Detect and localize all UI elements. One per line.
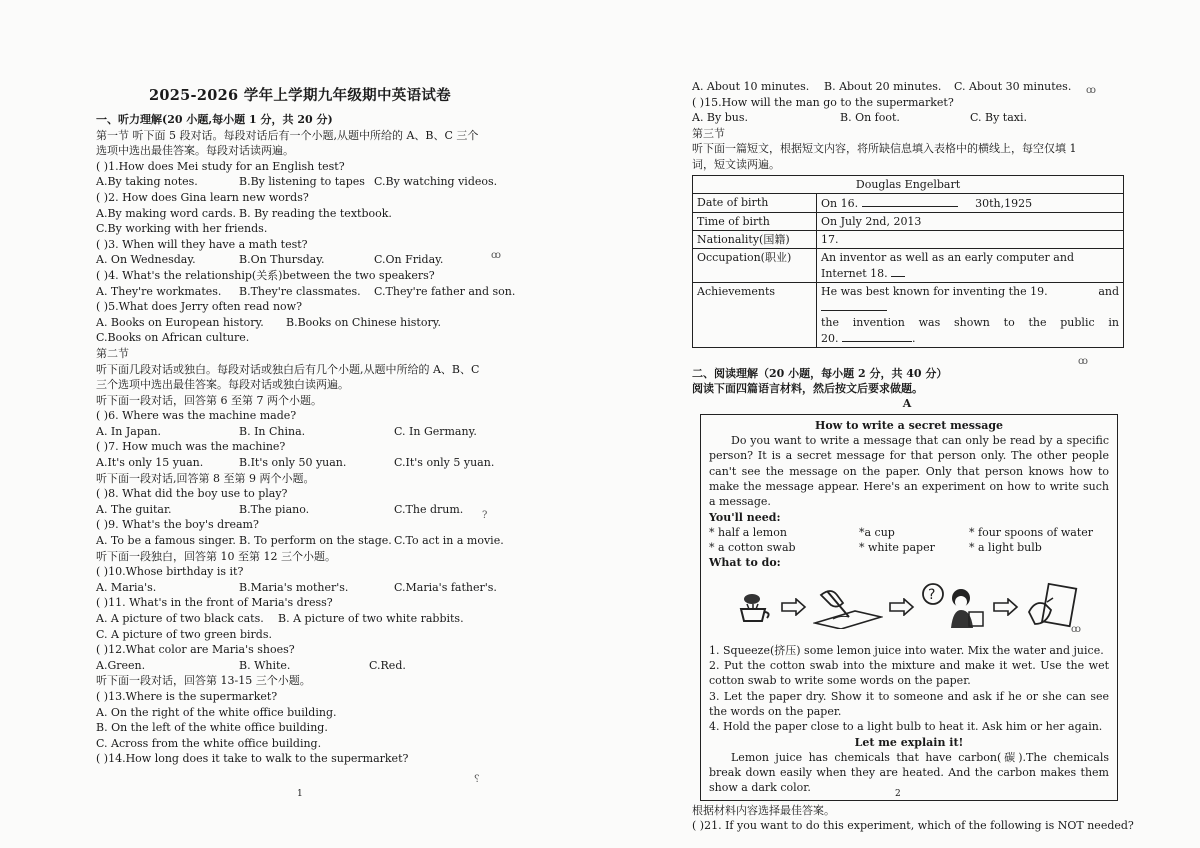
sec2-instr-2: 三个选项中选出最佳答案。每段对话或独白读两遍。 — [96, 378, 349, 392]
need-item: * a light bulb — [969, 541, 1042, 555]
option-b: B. A picture of two white rabbits. — [278, 612, 464, 625]
dialogue-8-9: 听下面一段对话,回答第 8 至第 9 两个小题。 — [96, 471, 315, 485]
need-item: * half a lemon — [709, 525, 787, 539]
question-2-options — [96, 206, 526, 222]
passage-letter: A — [902, 396, 912, 410]
answer-blank-16[interactable] — [862, 195, 958, 207]
option-b: B.The piano. — [239, 502, 310, 516]
option-a: A. To be a famous singer. — [96, 534, 236, 548]
row-value: He was best known for inventing the 19. and the invention was shown to the public in 20. . — [817, 282, 1124, 347]
question-3-options — [96, 252, 526, 268]
sec2-heading: 第二节 — [96, 346, 129, 360]
option-b: B.By listening to tapes — [239, 175, 365, 189]
need-item: * a cotton swab — [709, 541, 796, 555]
option-a: A. In Japan. — [96, 424, 162, 438]
part2-intro: 阅读下面四篇语言材料，然后按文后要求做题。 — [692, 382, 923, 396]
row-value: 17. — [817, 230, 1124, 248]
question-4: ( )4. What's the relationship(关系)between the two speakers? — [96, 268, 435, 282]
answer-blank-20[interactable] — [842, 330, 912, 342]
needs-row — [709, 540, 1109, 555]
option-a: A. About 10 minutes. — [692, 80, 810, 93]
question-6-options — [96, 424, 526, 440]
question-3: ( )3. When will they have a math test? — [96, 237, 308, 251]
arrow-right-icon — [993, 598, 1019, 616]
monologue-10-12: 听下面一段独白，回答第 10 至第 12 三个小题。 — [96, 549, 336, 563]
pen-mark: ꝏ — [1071, 624, 1081, 635]
question-10-options — [96, 580, 526, 596]
question-8-options — [96, 502, 526, 518]
right-column — [692, 79, 1134, 834]
option-b: B. By reading the textbook. — [239, 206, 392, 220]
option-a: A. On the right of the white office building. — [96, 705, 337, 719]
page-number: 1 — [297, 789, 303, 799]
step-2: 2. Put the cotton swab into the mixture and make it wet. Use the wet cotton swab to write some words on the paper. — [709, 659, 1109, 688]
table-header-row — [693, 175, 1124, 193]
info-table — [692, 175, 1124, 348]
passage-paragraph: Do you want to write a message that can only be read by a specific person? It is a secret message for that person only. The other people can't see the message on the paper. Only that person knows how to make the message appear. Here's an experiment on how to write such a message. — [709, 434, 1109, 509]
step-3: 3. Let the paper dry. Show it to someone and ask if he or she can see the words on the paper. — [709, 689, 1109, 718]
need-item: * four spoons of water — [969, 525, 1094, 539]
option-b: B. To perform on the stage. — [239, 534, 392, 548]
question-6: ( )6. Where was the machine made? — [96, 409, 297, 423]
option-a: A. On Wednesday. — [96, 253, 196, 267]
sec2-instr-1: 听下面几段对话或独白。每段对话或独白后有几个小题,从题中所给的 A、B、C — [96, 362, 480, 376]
choose-instruction: 根据材料内容选择最佳答案。 — [692, 803, 835, 817]
option-c: C. About 30 minutes. — [954, 80, 1072, 93]
step-4: 4. Hold the paper close to a light bulb to heat it. Ask him or her again. — [709, 720, 1103, 734]
pen-mark: ? — [482, 510, 488, 521]
option-c: C.They're father and son. — [374, 284, 516, 298]
question-1-options — [96, 174, 526, 190]
answer-blank-18[interactable] — [891, 265, 905, 277]
option-a: A. The guitar. — [96, 502, 172, 516]
svg-text:?: ? — [928, 586, 936, 603]
value-text: and — [1098, 284, 1119, 298]
lemon-cup-icon — [735, 587, 775, 627]
pen-mark: ⸮ — [474, 774, 480, 785]
steps-illustration — [709, 571, 1109, 643]
option-b: B. On foot. — [840, 111, 900, 125]
question-14: ( )14.How long does it take to walk to the supermarket? — [96, 752, 409, 766]
sec3-instr-2: 词，短文读两遍。 — [692, 157, 780, 171]
pen-mark: ꝏ — [1086, 85, 1096, 96]
option-c: C. Across from the white office building. — [96, 736, 322, 750]
option-a: A.By taking notes. — [96, 175, 198, 189]
option-c: C.On Friday. — [374, 253, 444, 267]
arrow-right-icon — [889, 598, 915, 616]
question-8: ( )8. What did the boy use to play? — [96, 487, 288, 501]
option-b: B.They're classmates. — [239, 284, 361, 298]
option-c: C. A picture of two green birds. — [96, 627, 272, 641]
need-item: *a cup — [859, 525, 895, 539]
option-b: B.It's only 50 yuan. — [239, 456, 347, 470]
arrow-right-icon — [781, 598, 807, 616]
question-21: ( )21. If you want to do this experiment, which of the following is NOT needed? — [692, 819, 1134, 833]
option-c: C.Red. — [369, 658, 406, 672]
dialogue-13-15: 听下面一段对话，回答第 13-15 三个小题。 — [96, 674, 311, 688]
question-13: ( )13.Where is the supermarket? — [96, 689, 278, 703]
sec1-instr-2: 选项中选出最佳答案。每段对话读两遍。 — [96, 144, 294, 158]
option-c: C.It's only 5 yuan. — [394, 456, 495, 470]
table-row — [693, 282, 1124, 347]
option-c: C. By taxi. — [970, 111, 1028, 125]
needs-row — [709, 525, 1109, 540]
part2-heading: 二、阅读理解（20 小题，每小题 2 分，共 40 分） — [692, 366, 948, 380]
option-a: A. By bus. — [692, 111, 748, 125]
option-c: C.Maria's father's. — [394, 580, 497, 594]
row-label: Nationality(国籍) — [693, 230, 817, 248]
exam-title: 2025-2026 学年上学期九年级期中英语试卷 — [149, 87, 451, 104]
table-row — [693, 230, 1124, 248]
sec3-instr-1: 听下面一篇短文，根据短文内容，将所缺信息填入表格中的横线上，每空仅填 1 — [692, 142, 1077, 156]
option-c: C. In Germany. — [394, 424, 477, 438]
question-15: ( )15.How will the man go to the supermarket? — [692, 95, 954, 109]
question-12-options — [96, 658, 526, 674]
value-text: On 16. — [821, 196, 859, 210]
row-label: Date of birth — [693, 193, 817, 212]
question-10: ( )10.Whose birthday is it? — [96, 565, 244, 579]
part1-heading: 一、听力理解(20 小题,每小题 1 分，共 20 分) — [96, 113, 333, 126]
answer-blank-19[interactable] — [821, 299, 887, 311]
option-a: A. They're workmates. — [96, 284, 222, 298]
question-5-options — [96, 315, 526, 331]
steps-heading: What to do: — [709, 556, 781, 570]
option-b: B.On Thursday. — [239, 253, 325, 267]
passage-box — [700, 414, 1118, 801]
option-a: A. A picture of two black cats. — [96, 612, 264, 625]
table-header: Douglas Engelbart — [693, 175, 1124, 193]
option-a: A.By making word cards. — [96, 206, 237, 220]
question-9: ( )9. What's the boy's dream? — [96, 518, 259, 532]
explain-heading: Let me explain it! — [854, 735, 964, 749]
page-number: 2 — [895, 789, 901, 799]
option-b: B. In China. — [239, 424, 306, 438]
listening-section — [96, 112, 526, 767]
dialogue-6-7: 听下面一段对话，回答第 6 至第 7 两个小题。 — [96, 393, 322, 407]
table-row — [693, 193, 1124, 212]
question-15-options — [692, 110, 1122, 126]
needs-heading: You'll need: — [709, 510, 781, 524]
row-value — [817, 248, 1124, 282]
option-b: B. White. — [239, 658, 291, 672]
option-a: A. Books on European history. — [96, 315, 264, 329]
option-b: B.Maria's mother's. — [239, 580, 349, 594]
value-text: He was best known for inventing the 19. — [821, 284, 1048, 298]
value-text: 20. — [821, 331, 839, 345]
question-11-options — [96, 611, 526, 627]
question-11: ( )11. What's in the front of Maria's dress? — [96, 596, 333, 610]
question-4-options — [96, 284, 526, 300]
option-c: C.Books on African culture. — [96, 331, 250, 345]
question-7-options — [96, 455, 526, 471]
swab-writing-icon — [813, 585, 883, 629]
question-14-options — [692, 79, 1122, 95]
question-5: ( )5.What does Jerry often read now? — [96, 300, 302, 314]
table-row — [693, 212, 1124, 230]
row-value: On July 2nd, 2013 — [817, 212, 1124, 230]
option-c: C.By working with her friends. — [96, 222, 268, 236]
need-item: * white paper — [859, 541, 935, 555]
explain-paragraph: Lemon juice has chemicals that have carbon(碳).The chemicals break down easily when they are heated. And the carbon makes them show a dark color. — [709, 750, 1109, 795]
passage-title: How to write a secret message — [814, 418, 1004, 432]
row-value — [817, 193, 1124, 212]
sec3-heading: 第三节 — [692, 126, 725, 140]
question-1: ( )1.How does Mei study for an English test? — [96, 159, 345, 173]
row-label: Occupation(职业) — [693, 248, 817, 282]
sec1-instr-1: 第一节 听下面 5 段对话。每段对话后有一个小题,从题中所给的 A、B、C 三个 — [96, 128, 479, 142]
option-a: A.Green. — [96, 658, 146, 672]
option-c: C.To act in a movie. — [394, 534, 504, 548]
option-b: B. About 20 minutes. — [824, 80, 942, 93]
row-label: Achievements — [693, 282, 817, 347]
page-2 — [600, 0, 1200, 848]
person-question-icon — [921, 582, 987, 632]
question-9-options — [96, 533, 526, 549]
pen-mark: ꝏ — [491, 250, 501, 261]
option-a: A. Maria's. — [96, 580, 157, 594]
option-b: B.Books on Chinese history. — [286, 315, 441, 329]
row-label: Time of birth — [693, 212, 817, 230]
value-text: 30th,1925 — [975, 196, 1033, 210]
option-b: B. On the left of the white office building. — [96, 721, 328, 735]
option-c: C.By watching videos. — [374, 175, 498, 189]
table-row — [693, 248, 1124, 282]
question-12: ( )12.What color are Maria's shoes? — [96, 643, 295, 657]
value-text: An inventor as well as an early computer and Internet 18. — [821, 250, 1074, 280]
option-a: A.It's only 15 yuan. — [96, 456, 204, 470]
pen-mark: ꝏ — [1078, 356, 1088, 367]
step-1: 1. Squeeze(挤压) some lemon juice into water. Mix the water and juice. — [709, 643, 1104, 657]
question-7: ( )7. How much was the machine? — [96, 440, 286, 454]
option-c: C.The drum. — [394, 502, 464, 516]
question-2: ( )2. How does Gina learn new words? — [96, 190, 309, 204]
value-text: the invention was shown to the public in — [821, 315, 1119, 329]
